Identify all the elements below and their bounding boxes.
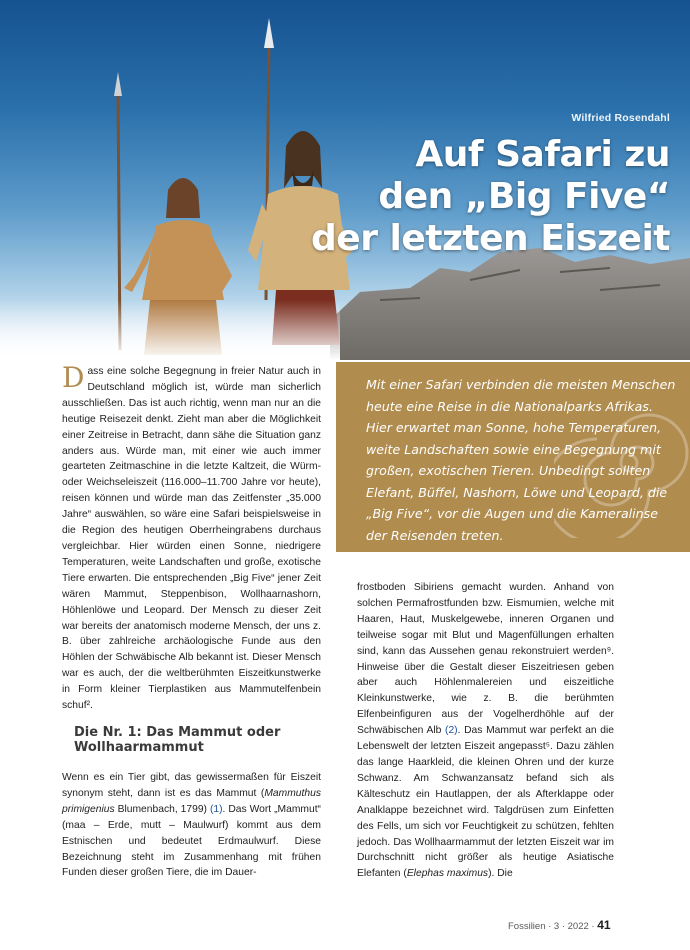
title-line-2: den „Big Five“ (378, 176, 670, 217)
intro-paragraph: ass eine solche Begegnung in freier Natur auch in Deutschland möglich ist, würde man sicherlich ausschließen. Das ist auch richtig, wenn man nur an die heutige Reisezeit denkt. Zieht man aber die Möglichkeit einer Zeitreise in Betracht, dann sähe die Situation ganz anders aus. Würde man, mit einer wie auch immer gearteten Zeitmaschine in die letzte Kaltzeit, die Würm- oder Weichseleiszeit (116.000–11.700 Jahre vor heute), reisen können und würde man das Zeitfenster „35.000 Jahre“ auswählen, so wäre eine Safari beispielsweise in die Region des heutigen Oberrheingrabens durchaus vergleichbar. Hier würden einen Sonne, niedrigere Temperaturen, weite Landschaften und große, exotische Tiere erwarten. Die entsprechenden „Big Five“ jener Zeit wären Mammut, Steppenbison, Wollhaarnashorn, Höhlenlöwe und Leopard. Der Mensch zu dieser Zeit war bereits der anatomisch moderne Mensch, der uns z. B. über zahlreiche archäologische Funde aus den Höhlen der Schwäbische Alb bekannt ist. Dieser Mensch war es auch, der die weltberühmten Eiszeitkunstwerke in Form kleiner Tierplastiken aus Mammutelfenbein schuf². (62, 366, 321, 712)
title-line-3: der letzten Eiszeit (311, 218, 670, 259)
body-column-2 (357, 580, 614, 882)
figure-ref-2[interactable]: (2) (445, 725, 458, 737)
col2-text-c: ). Die (488, 868, 513, 880)
rock-outcrop (330, 248, 690, 360)
title-line-1: Auf Safari zu (415, 134, 670, 175)
section-heading: Die Nr. 1: Das Mammut oder Wollhaarmammut (74, 725, 281, 755)
page-number: 41 (597, 918, 611, 932)
col2-text-a: frostboden Sibiriens gemacht wurden. Anhand von solchen Permafrostfunden bzw. Eismumien, welche mit Haaren, Haut, Muskelgewebe, inneren Organen und teilweise sogar mit Blut und Magenfüllungen erhalten sind, kann das Aussehen genau rekonstruiert werden⁹. Hinweise über die Gestalt dieser Eiszeitriesen geben aber auch Höhlenmalereien und eiszeitliche Kleinkunstwerke, wie z. B. die berühmten Elfenbeinfiguren aus der Vogelherdhöhle auf der Schwäbischen Alb (357, 582, 614, 737)
lead-box (336, 362, 690, 552)
hero-photo (0, 0, 690, 360)
body-column-1-continued (62, 770, 321, 881)
drop-cap: D (62, 361, 85, 394)
taxon-elephas: Elephas maximus (406, 868, 489, 880)
col2-text-b: . Das Mammut war perfekt an die Lebenswelt der letzten Eiszeit angepasst⁵. Dazu zählen das lange Haarkleid, die kleinen Ohren und der kurze Schwanz. Am Schwanzansatz befand sich als Kälteschutz ein Hautlappen, der als Afterklappe oder Analklappe bezeichnet wird. Talgdrüsen zum Einfetten des Fells, um sich vor Feuchtigkeit zu schützen, fehlten jedoch. Das Wollhaarmammut der letzten Eiszeit war im Durchschnitt nicht größer als heutige Asiatische Elefanten ( (357, 725, 614, 880)
figure-ref-1[interactable]: (1) (209, 803, 223, 815)
lead-text: Mit einer Safari verbinden die meisten Menschen heute eine Reise in die Nationalparks Afrikas. Hier erwartet man Sonne, hohe Temperaturen, weite Landschaften sowie eine Begegnung mit großen, exotischen Tieren. Unbedingt sollten Elefant, Büffel, Nashorn, Löwe und Leopard, die „Big Five“, vor die Augen und die Kameralinse der Reisenden treten. (366, 377, 676, 543)
author-name: Wilfried Rosendahl (571, 112, 670, 124)
page-footer (508, 918, 611, 932)
mammoth-text-b: Blumenbach, 1799) (114, 803, 210, 815)
journal-issue: Fossilien · 3 · 2022 · (508, 921, 595, 932)
mammoth-text-a: Wenn es ein Tier gibt, das gewissermaßen für Eiszeit synonym steht, dann ist es das Mammut ( (62, 772, 321, 799)
body-column-1 (62, 361, 321, 714)
article-title (250, 134, 670, 260)
mammoth-text-c: . Das Wort „Mammut“ (maa – Erde, mutt – Maulwurf) kommt aus dem Estnischen und bedeutet Erdmaulwurf. Diese Bezeichnung steht im Zusammenhang mit frühen Funden dieser großen Tiere, die im Dauer- (62, 803, 321, 879)
taxon-mammuthus: Mammuthus primigenius (62, 787, 321, 815)
